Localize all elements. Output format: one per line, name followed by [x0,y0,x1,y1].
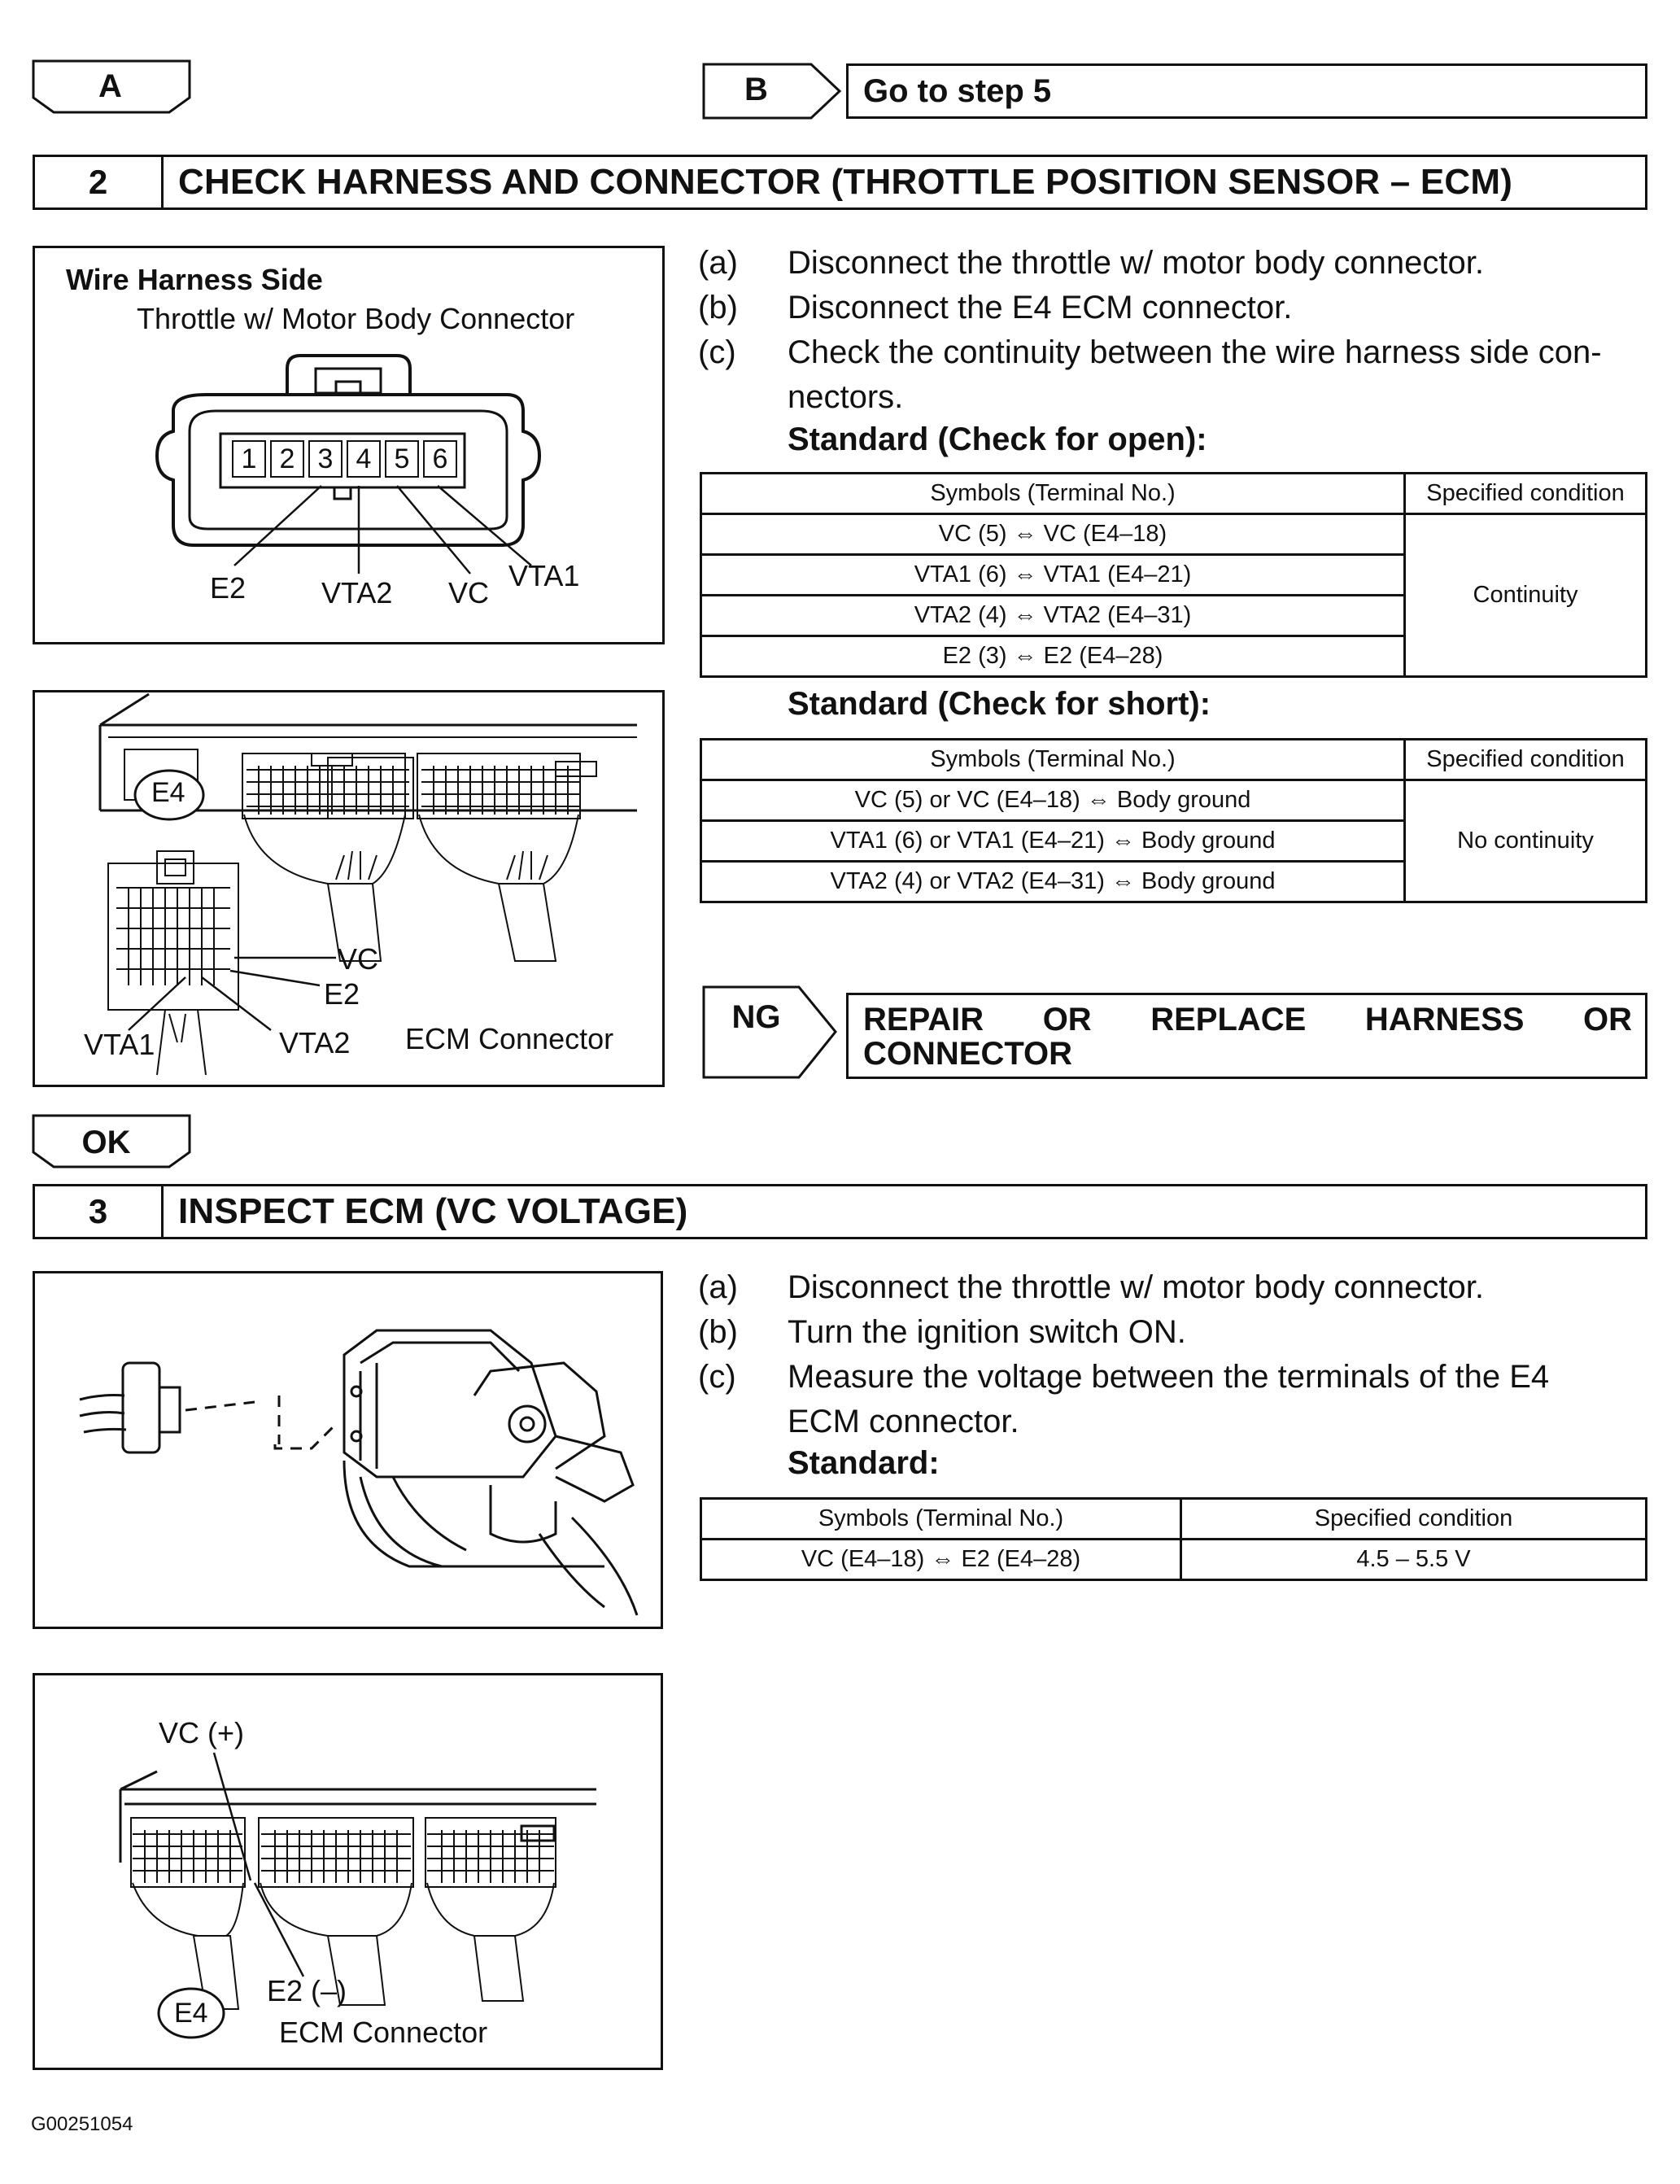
table-cell-condition: Continuity [1405,514,1647,677]
ecm-label-vc: VC [338,942,379,976]
label-vta2: VTA2 [321,576,393,609]
open-check-table [700,472,1647,678]
table-row [701,780,1647,821]
pin-4: 4 [347,440,381,478]
ecm-badge-e4-step3: E4 [174,1998,208,2029]
ng-action-line1: REPAIR OR REPLACE HARNESS OR [863,1002,1632,1037]
ecm-voltage-drawing [35,1675,661,2068]
pin-3: 3 [308,440,343,478]
step3-instruction-c: (c) Measure the voltage between the terminals of the E4 [698,1359,1550,1395]
label-vc: VC [448,576,490,609]
short-check-table [700,738,1647,903]
step2-instruction-c-cont: nectors. [788,379,904,415]
step2-instruction-b: (b) Disconnect the E4 ECM connector. [698,290,1293,325]
pin-2: 2 [270,440,304,478]
ecm-voltage-figure [33,1673,663,2070]
throttle-connector-figure [33,246,665,644]
table-row [701,474,1647,514]
step2-number: 2 [35,157,164,207]
step2-instruction-a: (a) Disconnect the throttle w/ motor body connector. [698,245,1484,281]
step3-title: INSPECT ECM (VC VOLTAGE) [178,1191,688,1231]
tab-a-label[interactable]: A [98,68,122,104]
ecm-badge-e4: E4 [151,777,185,808]
table-row [701,1499,1647,1540]
ng-action-line2: CONNECTOR [863,1036,1073,1072]
throttle-body-drawing [35,1273,661,1627]
table-header: Symbols (Terminal No.) [701,740,1405,780]
fig1-title: Wire Harness Side [66,263,323,296]
table-cell: VTA2 (4) or VTA2 (E4–31) ⇔ Body ground [701,862,1405,902]
short-heading: Standard (Check for short): [788,686,1211,722]
pin-row [232,440,457,478]
ecm-label-vta1: VTA1 [84,1028,155,1061]
step2-title: CHECK HARNESS AND CONNECTOR (THROTTLE POSITION SENSOR – ECM) [178,162,1513,202]
table-cell: 4.5 – 5.5 V [1181,1540,1647,1580]
table-row [701,514,1647,555]
table-cell-condition: No continuity [1405,780,1647,902]
step3-header [33,1184,1647,1239]
table-header: Specified condition [1181,1499,1647,1540]
table-row [701,740,1647,780]
tab-b-label[interactable]: B [744,72,768,107]
table-header: Symbols (Terminal No.) [701,1499,1181,1540]
open-heading: Standard (Check for open): [788,422,1207,457]
table-cell: VTA2 (4) ⇔ VTA2 (E4–31) [701,596,1405,636]
pin-1: 1 [232,440,266,478]
ecm-connector-figure [33,690,665,1087]
ecm-label-vta2: VTA2 [279,1026,351,1059]
label-vc-plus: VC (+) [159,1716,245,1749]
table-cell: E2 (3) ⇔ E2 (E4–28) [701,636,1405,677]
step3-number: 3 [35,1186,164,1237]
table-header: Specified condition [1405,474,1647,514]
pin-6: 6 [423,440,457,478]
pin-5: 5 [385,440,419,478]
step3-standard-heading: Standard: [788,1445,940,1481]
table-cell: VC (5) or VC (E4–18) ⇔ Body ground [701,780,1405,821]
table-header: Specified condition [1405,740,1647,780]
tab-ng-label[interactable]: NG [731,999,781,1035]
table-cell: VC (5) ⇔ VC (E4–18) [701,514,1405,555]
table-cell: VC (E4–18) ⇔ E2 (E4–28) [701,1540,1181,1580]
ecm-caption: ECM Connector [405,1022,614,1055]
vc-voltage-table [700,1497,1647,1581]
step3-instruction-a: (a) Disconnect the throttle w/ motor body connector. [698,1269,1484,1305]
label-e2: E2 [210,571,247,605]
table-cell: VTA1 (6) or VTA1 (E4–21) ⇔ Body ground [701,821,1405,862]
tab-b-action-text: Go to step 5 [863,73,1052,109]
table-header: Symbols (Terminal No.) [701,474,1405,514]
fig1-subtitle: Throttle w/ Motor Body Connector [137,302,575,335]
tab-ok-label[interactable]: OK [81,1125,131,1160]
table-row [701,1540,1647,1580]
ecm-label-e2: E2 [324,977,360,1011]
step2-header [33,155,1647,210]
label-vta1: VTA1 [508,559,580,592]
throttle-body-figure [33,1271,663,1629]
step3-instruction-c-cont: ECM connector. [788,1404,1019,1439]
label-e2-minus: E2 (–) [267,1974,347,2007]
step2-instruction-c: (c) Check the continuity between the wire harness side con- [698,334,1602,370]
tab-b-action-box[interactable] [846,63,1647,119]
step3-instruction-b: (b) Turn the ignition switch ON. [698,1314,1186,1350]
table-cell: VTA1 (6) ⇔ VTA1 (E4–21) [701,555,1405,596]
figure-code: G00251054 [31,2113,133,2135]
ecm-caption-step3: ECM Connector [279,2016,488,2049]
ng-action-box[interactable] [846,993,1647,1079]
